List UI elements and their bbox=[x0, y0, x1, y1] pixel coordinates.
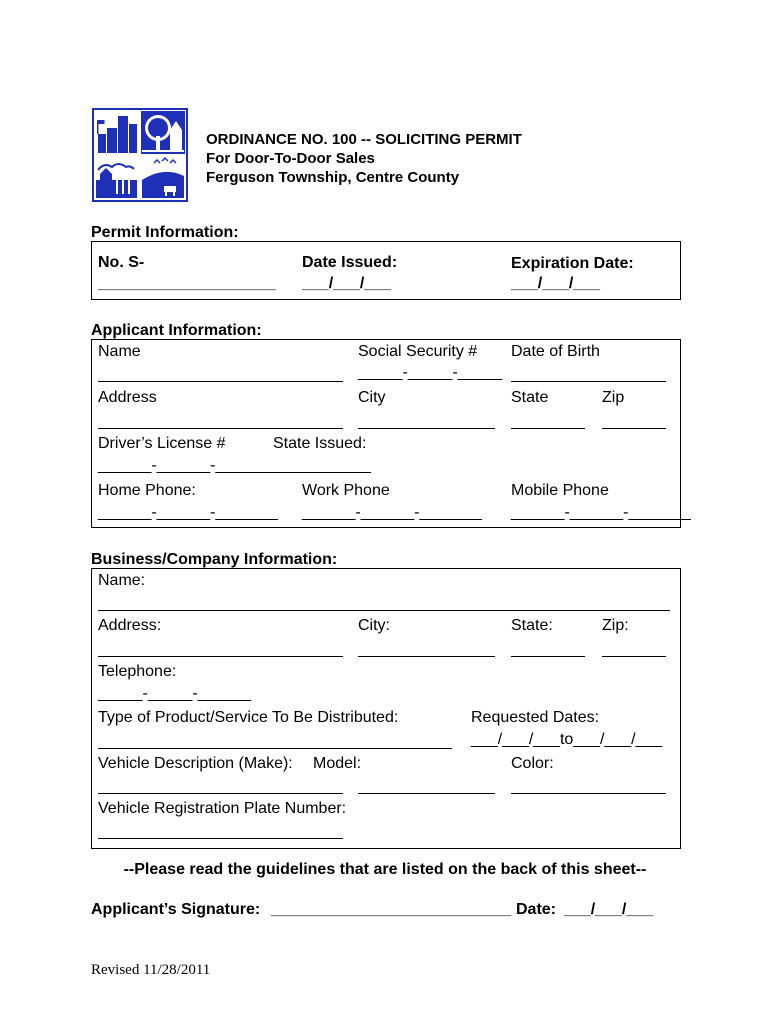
product-type-field[interactable] bbox=[98, 748, 452, 749]
drivers-license-field[interactable]: ______-______-_______ bbox=[98, 457, 278, 474]
business-zip-field[interactable] bbox=[602, 656, 666, 657]
business-address-label: Address: bbox=[98, 617, 162, 634]
requested-dates-label: Requested Dates: bbox=[471, 709, 600, 726]
signature-date-field[interactable]: ___/___/___ bbox=[564, 901, 653, 918]
business-address-field[interactable] bbox=[98, 656, 343, 657]
applicant-name-field[interactable] bbox=[98, 381, 343, 382]
date-issued-field[interactable]: ___/___/___ bbox=[302, 275, 391, 292]
mobile-phone-label: Mobile Phone bbox=[511, 482, 609, 499]
vehicle-make-label: Vehicle Description (Make): bbox=[98, 755, 293, 772]
dob-field[interactable] bbox=[511, 381, 666, 382]
product-type-label: Type of Product/Service To Be Distributed: bbox=[98, 709, 399, 726]
business-name-label: Name: bbox=[98, 572, 146, 589]
applicant-state-label: State bbox=[511, 389, 549, 406]
vehicle-model-field[interactable] bbox=[358, 793, 495, 794]
business-name-field[interactable] bbox=[98, 610, 670, 611]
business-zip-label: Zip: bbox=[602, 617, 629, 634]
expiration-date-field[interactable]: ___/___/___ bbox=[511, 275, 600, 292]
business-state-label: State: bbox=[511, 617, 553, 634]
applicant-name-label: Name bbox=[98, 343, 141, 360]
requested-dates-field[interactable]: ___/___/___to___/___/___ bbox=[471, 731, 663, 748]
signature-label: Applicant’s Signature: bbox=[91, 901, 261, 918]
ssn-label: Social Security # bbox=[358, 343, 478, 360]
business-city-label: City: bbox=[358, 617, 390, 634]
applicant-zip-field[interactable] bbox=[602, 428, 666, 429]
home-phone-label: Home Phone: bbox=[98, 482, 196, 499]
dob-label: Date of Birth bbox=[511, 343, 600, 360]
revision-date: Revised 11/28/2011 bbox=[91, 962, 211, 978]
vehicle-color-label: Color: bbox=[511, 755, 554, 772]
applicant-address-field[interactable] bbox=[98, 428, 343, 429]
drivers-license-label: Driver’s License # bbox=[98, 435, 226, 452]
business-state-field[interactable] bbox=[511, 656, 585, 657]
permit-no-label: No. S- bbox=[98, 254, 145, 271]
business-city-field[interactable] bbox=[358, 656, 495, 657]
vehicle-make-field[interactable] bbox=[98, 793, 343, 794]
applicant-zip-label: Zip bbox=[602, 389, 625, 406]
vehicle-color-field[interactable] bbox=[511, 793, 666, 794]
date-issued-label: Date Issued: bbox=[302, 254, 398, 271]
applicant-section-heading: Applicant Information: bbox=[91, 322, 262, 339]
township-name: Ferguson Township, Centre County bbox=[206, 169, 460, 186]
guidelines-notice: --Please read the guidelines that are listed on the back of this sheet-- bbox=[123, 861, 647, 878]
applicant-city-label: City bbox=[358, 389, 386, 406]
business-section-heading: Business/Company Information: bbox=[91, 551, 338, 568]
business-telephone-label: Telephone: bbox=[98, 663, 177, 680]
expiration-date-label: Expiration Date: bbox=[511, 255, 634, 272]
state-issued-field[interactable]: ___________ bbox=[273, 457, 371, 474]
mobile-phone-field[interactable]: ______-______-_______ bbox=[511, 504, 691, 521]
applicant-address-label: Address bbox=[98, 389, 157, 406]
applicant-city-field[interactable] bbox=[358, 428, 495, 429]
permit-section-heading: Permit Information: bbox=[91, 224, 239, 241]
permit-no-field[interactable]: ____________________ bbox=[98, 275, 276, 292]
business-telephone-field[interactable]: _____-_____-______ bbox=[98, 685, 252, 702]
document-title: ORDINANCE NO. 100 -- SOLICITING PERMIT bbox=[206, 131, 522, 148]
vehicle-model-label: Model: bbox=[313, 755, 362, 772]
home-phone-field[interactable]: ______-______-_______ bbox=[98, 504, 278, 521]
signature-date-label: Date: bbox=[516, 901, 557, 918]
plate-number-field[interactable] bbox=[98, 838, 343, 839]
township-logo-icon bbox=[92, 108, 188, 202]
work-phone-field[interactable]: ______-______-_______ bbox=[302, 504, 482, 521]
ssn-field[interactable]: _____-_____-_____ bbox=[358, 364, 503, 381]
applicant-state-field[interactable] bbox=[511, 428, 585, 429]
plate-number-label: Vehicle Registration Plate Number: bbox=[98, 800, 347, 817]
document-subtitle: For Door-To-Door Sales bbox=[206, 150, 375, 167]
signature-field[interactable]: ___________________________ bbox=[271, 901, 512, 918]
state-issued-label: State Issued: bbox=[273, 435, 367, 452]
work-phone-label: Work Phone bbox=[302, 482, 390, 499]
